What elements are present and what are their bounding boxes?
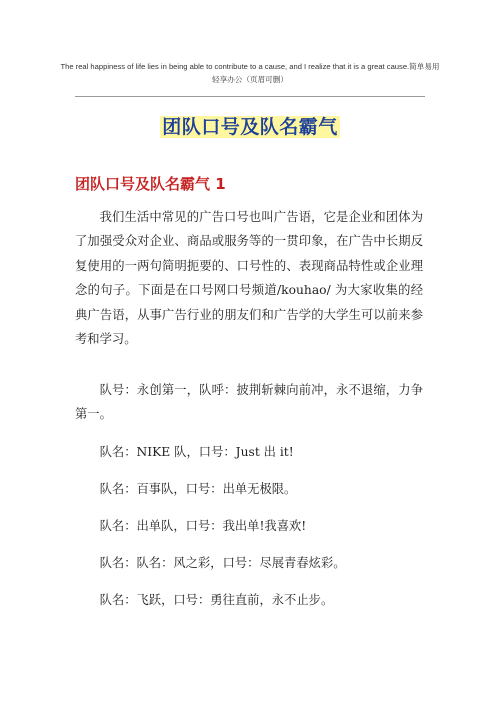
intro-paragraph: 我们生活中常见的广告口号也叫广告语，它是企业和团体为了加强受众对企业、商品或服务等的一贯印象，在广告中长期反复使用的一两句简明扼要的、口号性的、表现商品特性或企业理念的句子。下面是在口号网口号频道/kouhao/ 为大家收集的经典广告语，从事广告行业的朋友们和广告学的大学生可以前来参考和学习。 — [75, 210, 423, 347]
header-note: 轻享办公（页眉可删） — [212, 75, 288, 84]
document-title — [0, 112, 500, 142]
slogan-paragraph: 队号：永创第一，队呼：披荆斩棘向前冲，永不退缩，力争第一。 — [75, 383, 423, 422]
header-divider — [75, 96, 425, 97]
header-quote: The real happiness of life lies in being able to contribute to a cause, and I realize that it is a great cause.简单易用 — [60, 62, 440, 71]
slogan-paragraph: 队名：队名：风之彩，口号：尽展青春炫彩。 — [99, 556, 346, 570]
slogan-paragraph: 队名：NIKE 队，口号：Just 出 it! — [99, 445, 294, 459]
document-title-text: 团队口号及队名霸气 — [162, 116, 338, 138]
section-heading: 团队口号及队名霸气 1 — [75, 175, 226, 193]
slogan-paragraph: 队名：百事队，口号：出单无极限。 — [99, 482, 297, 496]
page-header — [60, 60, 440, 86]
slogan-paragraph: 队名：出单队，口号：我出单!我喜欢! — [99, 519, 307, 533]
slogan-paragraph: 队名：飞跃，口号：勇往直前，永不止步。 — [99, 593, 334, 607]
